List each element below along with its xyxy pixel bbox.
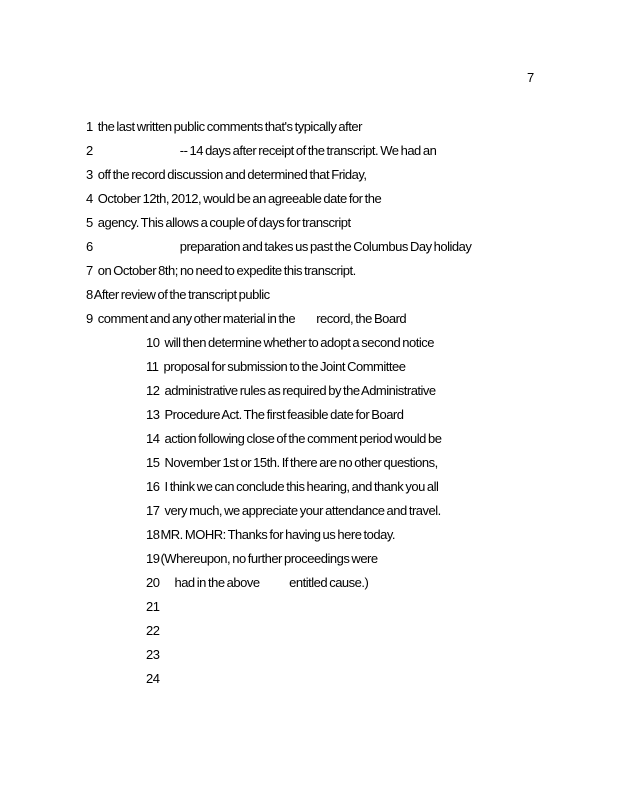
transcript-line <box>86 261 356 281</box>
line-number: 1 <box>86 119 93 134</box>
line-text: preparation and takes us past the Columbus Day holiday <box>179 239 472 254</box>
transcript-line <box>86 285 270 305</box>
transcript-line <box>86 117 362 137</box>
line-text: After review of the transcript public <box>93 287 270 302</box>
line-text: November 1st or 15th. If there are no other questions, <box>164 455 438 470</box>
line-number: 4 <box>86 191 93 206</box>
line-number: 3 <box>86 167 93 182</box>
transcript-line <box>146 333 434 353</box>
line-text: off the record discussion and determined that Friday, <box>97 167 367 182</box>
transcript-line <box>146 477 438 497</box>
transcript-line <box>86 189 381 209</box>
line-number: 8 <box>86 287 93 302</box>
line-number: 2 <box>86 143 93 158</box>
line-number: 15 <box>146 455 160 470</box>
line-text: proposal for submission to the Joint Committee <box>163 359 406 374</box>
line-number: 12 <box>146 383 160 398</box>
line-text: on October 8th; no need to expedite this transcript. <box>97 263 356 278</box>
line-text: action following close of the comment period would be <box>164 431 442 446</box>
line-number: 11 <box>146 359 159 374</box>
transcript-line <box>146 669 164 689</box>
line-number: 9 <box>86 311 93 326</box>
transcript-line <box>146 597 164 617</box>
line-number: 14 <box>146 431 160 446</box>
line-number: 6 <box>86 239 93 254</box>
line-number: 24 <box>146 671 160 686</box>
line-number: 22 <box>146 623 160 638</box>
line-text: I think we can conclude this hearing, and thank you all <box>164 479 439 494</box>
line-text: very much, we appreciate your attendance and travel. <box>164 503 441 518</box>
line-text: -- 14 days after receipt of the transcript. We had an <box>179 143 437 158</box>
transcript-line <box>146 549 378 569</box>
line-number: 16 <box>146 479 160 494</box>
line-number: 20 <box>146 575 160 590</box>
transcript-line <box>146 453 438 473</box>
line-text: October 12th, 2012, would be an agreeable date for the <box>97 191 382 206</box>
transcript-line <box>86 165 367 185</box>
transcript-line <box>146 357 405 377</box>
line-text: (Whereupon, no further proceedings were <box>160 551 378 566</box>
line-text: comment and any other material in the record, the Board <box>97 311 407 326</box>
line-number: 13 <box>146 407 160 422</box>
line-number: 7 <box>86 263 93 278</box>
line-number: 10 <box>146 335 160 350</box>
transcript-line <box>146 429 441 449</box>
transcript-line <box>146 573 368 593</box>
page-number: 7 <box>527 70 535 85</box>
line-text: administrative rules as required by the Administrative <box>164 383 436 398</box>
line-text: the last written public comments that's typically after <box>97 119 362 134</box>
line-number: 21 <box>146 599 160 614</box>
line-text: MR. MOHR: Thanks for having us here today. <box>160 527 395 542</box>
line-text: Procedure Act. The first feasible date for Board <box>164 407 404 422</box>
transcript-line <box>146 405 404 425</box>
line-number: 17 <box>146 503 160 518</box>
transcript-line <box>146 645 164 665</box>
line-number: 18 <box>146 527 160 542</box>
line-text: had in the above entitled cause.) <box>174 575 369 590</box>
transcript-line <box>86 141 436 161</box>
line-number: 19 <box>146 551 160 566</box>
transcript-line <box>146 621 164 641</box>
transcript-line <box>86 237 471 257</box>
transcript-line <box>146 501 441 521</box>
transcript-line <box>146 525 395 545</box>
line-text: will then determine whether to adopt a second notice <box>164 335 434 350</box>
transcript-line <box>86 213 351 233</box>
line-number: 23 <box>146 647 160 662</box>
transcript-line <box>146 381 436 401</box>
line-number: 5 <box>86 215 93 230</box>
line-text: agency. This allows a couple of days for transcript <box>97 215 351 230</box>
transcript-line <box>86 309 406 329</box>
